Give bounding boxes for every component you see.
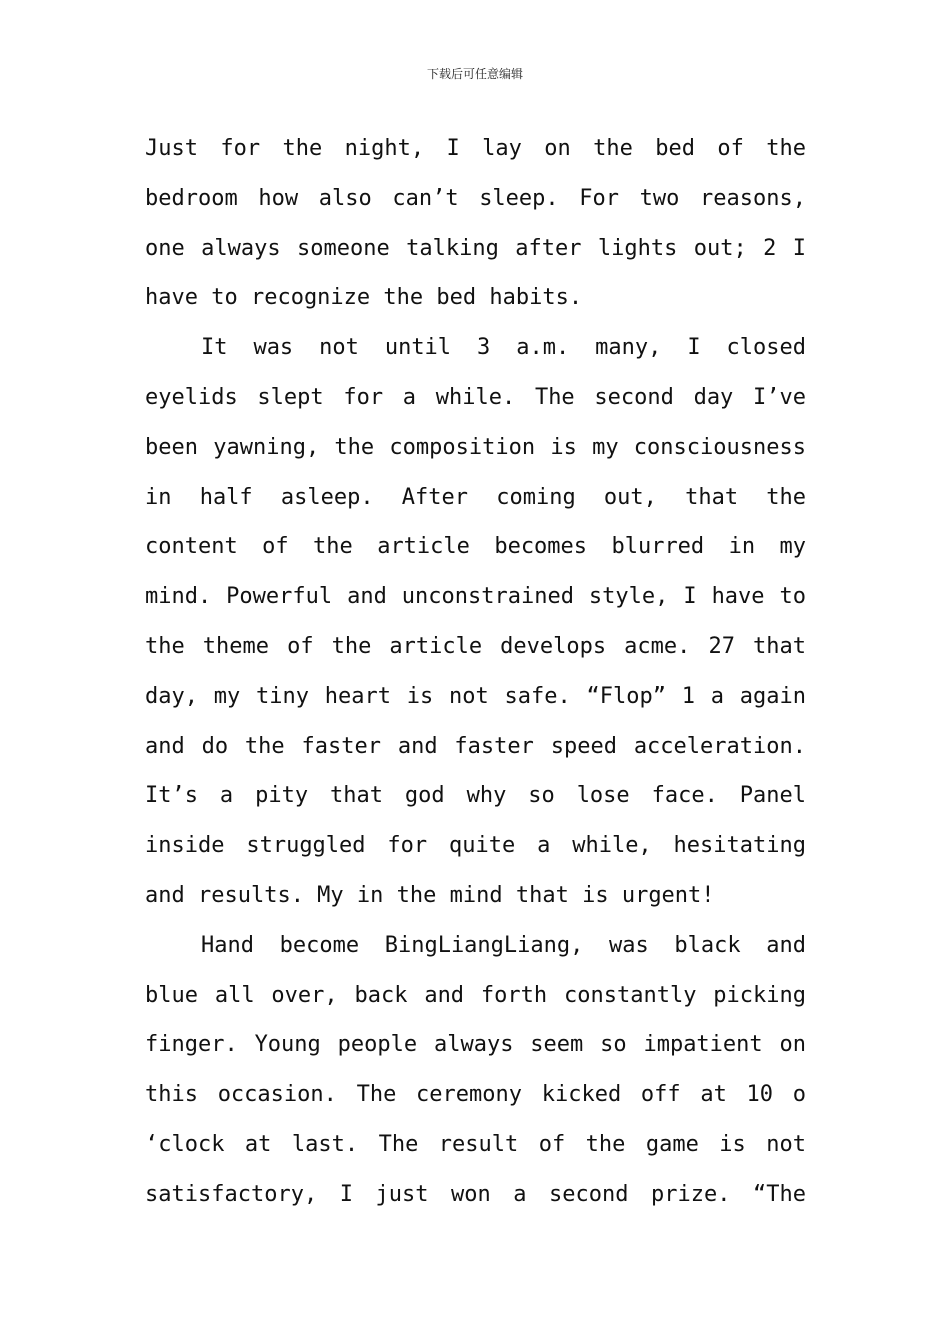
paragraph-2: It was not until 3 a.m. many, I closed eyelids slept for a while. The second day I’ve been yawning, the composition is my consciousness in half asleep. After coming out, that the content of the article becomes blurred in my mind. Powerful and unconstrained style, I have to the theme of the article develops acme. 27 that day, my tiny heart is not safe. “Flop” 1 a again and do the faster and faster speed acceleration. It’s a pity that god why so lose face. Panel inside struggled for quite a while, hesitating and results. My in the mind that is urgent! [145,335,806,908]
paragraph-1: Just for the night, I lay on the bed of the bedroom how also can’t sleep. For two reasons, one always someone talking after lights out; 2 I have to recognize the bed habits. [145,136,806,311]
document-body [145,124,806,1220]
page-header: 下载后可任意编辑 [426,67,523,81]
paragraph-3: Hand become BingLiangLiang, was black and blue all over, back and forth constantly picking finger. Young people always seem so impatient on this occasion. The ceremony kicked off at 10 o ‘clock at last. The result of the game is not satisfactory, I just won a second prize. “The [145,932,806,1207]
